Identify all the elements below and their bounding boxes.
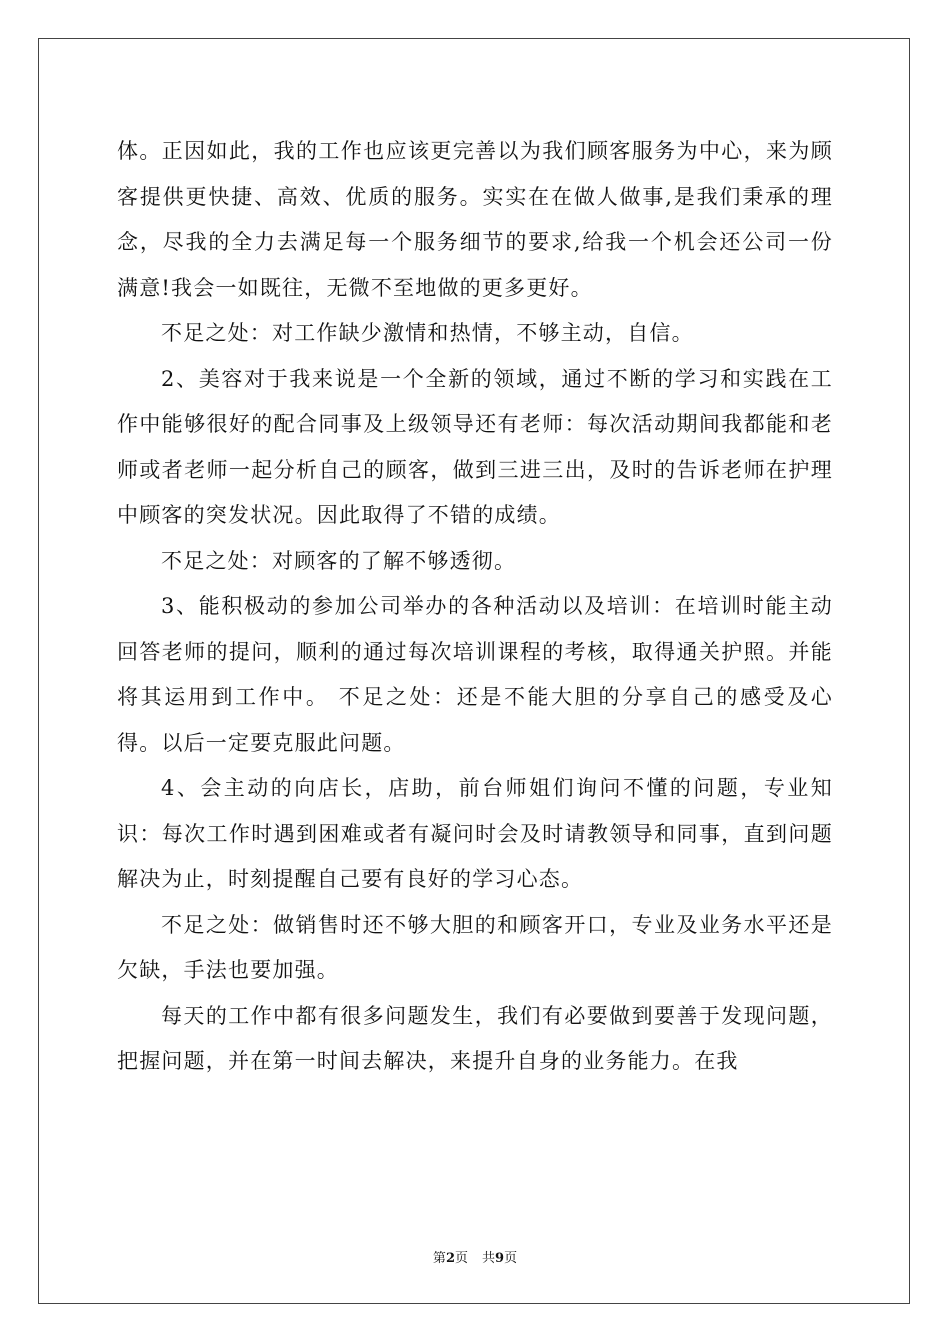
document-body <box>117 129 833 1085</box>
paragraph-1: 体。正因如此，我的工作也应该更完善以为我们顾客服务为中心，来为顾客提供更快捷、高效、优质的服务。实实在在做人做事,是我们秉承的理念，尽我的全力去满足每一个服务细节的要求,给我一个机会还公司一份满意!我会一如既往，无微不至地做的更多更好。 <box>117 139 833 300</box>
paragraph-5: 3、能积极动的参加公司举办的各种活动以及培训：在培训时能主动回答老师的提问，顺利的通过每次培训课程的考核，取得通关护照。并能将其运用到工作中。 不足之处：还是不能大胆的分享自己的感受及心得。以后一定要克服此问题。 <box>117 594 833 755</box>
paragraph-4: 不足之处：对顾客的了解不够透彻。 <box>161 548 517 573</box>
page-number-current: 2 <box>445 1251 455 1266</box>
total-pages-count: 9 <box>495 1251 505 1266</box>
paragraph-3: 2、美容对于我来说是一个全新的领域，通过不断的学习和实践在工作中能够很好的配合同事及上级领导还有老师：每次活动期间我都能和老师或者老师一起分析自己的顾客，做到三进三出，及时的告诉老师在护理中顾客的突发状况。因此取得了不错的成绩。 <box>117 366 833 527</box>
paragraph-8: 每天的工作中都有很多问题发生，我们有必要做到要善于发现问题，把握问题，并在第一时间去解决，来提升自身的业务能力。在我 <box>117 1003 833 1073</box>
page-number-suffix: 页 <box>454 1251 468 1266</box>
total-pages-suffix: 页 <box>504 1251 518 1266</box>
paragraph-7: 不足之处：做销售时还不够大胆的和顾客开口，专业及业务水平还是欠缺，手法也要加强。 <box>117 912 833 982</box>
page-footer <box>0 1247 950 1266</box>
paragraph-2: 不足之处：对工作缺少激情和热情，不够主动，自信。 <box>161 321 694 345</box>
page-number-prefix: 第 <box>432 1251 446 1266</box>
paragraph-6: 4、会主动的向店长，店助，前台师姐们询问不懂的问题，专业知识：每次工作时遇到困难或者有凝问时会及时请教领导和同事，直到问题解决为止，时刻提醒自己要有良好的学习心态。 <box>117 776 833 891</box>
total-pages-prefix: 共 <box>482 1251 496 1266</box>
